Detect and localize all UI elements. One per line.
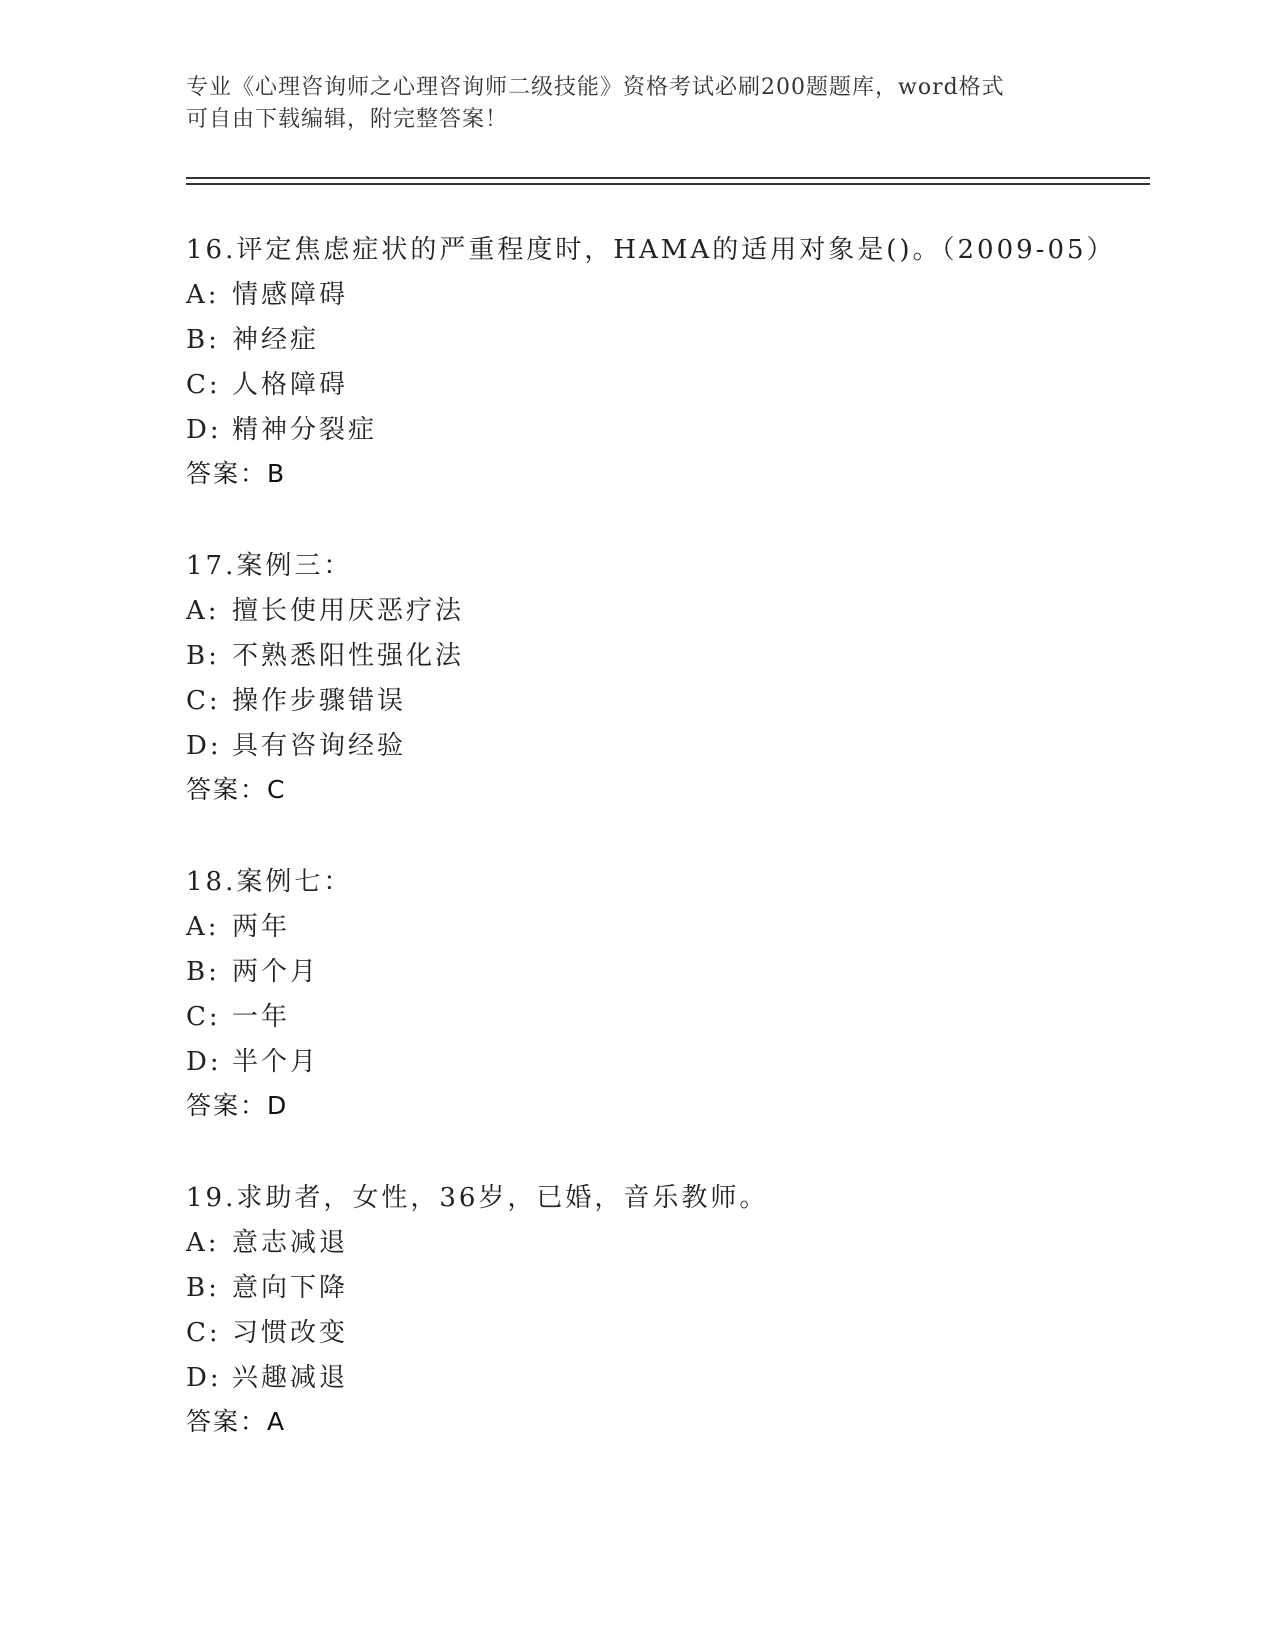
option-text: 习惯改变: [232, 1318, 349, 1348]
question-stem: 17.案例三：: [186, 551, 353, 581]
document-header: [186, 72, 1066, 136]
question-stem: 18.案例七：: [186, 867, 353, 897]
option-label: B:: [186, 1273, 220, 1303]
option-d: [186, 1358, 348, 1398]
question-stem: 19.求助者，女性，36岁，已婚，音乐教师。: [186, 1183, 769, 1213]
option-label: B:: [186, 325, 220, 355]
option-text: 神经症: [232, 325, 320, 355]
option-label: D:: [186, 731, 222, 761]
option-label: C:: [186, 1002, 221, 1032]
option-text: 不熟悉阳性强化法: [232, 641, 465, 671]
option-d: [186, 726, 406, 766]
option-text: 擅长使用厌恶疗法: [232, 596, 465, 626]
header-line-2: 可自由下载编辑，附完整答案！: [186, 107, 509, 132]
option-text: 一年: [232, 1002, 291, 1032]
option-b: [186, 1268, 348, 1308]
option-label: D:: [186, 1047, 222, 1077]
option-text: 兴趣减退: [232, 1363, 349, 1393]
answer-text: 答案：B: [186, 459, 287, 488]
option-text: 意向下降: [232, 1273, 349, 1303]
option-label: D:: [186, 415, 222, 445]
answer-text: 答案：D: [186, 1091, 289, 1120]
option-label: A:: [186, 912, 220, 942]
option-d: [186, 1042, 319, 1082]
option-b: [186, 320, 319, 360]
option-label: B:: [186, 641, 220, 671]
option-text: 两个月: [232, 957, 320, 987]
header-line-1: 专业《心理咨询师之心理咨询师二级技能》资格考试必刷200题题库，word格式: [186, 75, 1005, 100]
option-a: [186, 1223, 348, 1263]
option-text: 两年: [232, 912, 291, 942]
option-c: [186, 365, 348, 405]
option-a: [186, 591, 464, 631]
option-label: A:: [186, 596, 220, 626]
option-label: C:: [186, 686, 221, 716]
option-label: C:: [186, 370, 221, 400]
option-d: [186, 410, 377, 450]
option-text: 情感障碍: [232, 280, 349, 310]
answer-text: 答案：C: [186, 775, 287, 804]
option-label: C:: [186, 1318, 221, 1348]
option-text: 操作步骤错误: [232, 686, 407, 716]
option-b: [186, 952, 319, 992]
option-b: [186, 636, 464, 676]
option-text: 具有咨询经验: [232, 731, 407, 761]
question-stem: 16.评定焦虑症状的严重程度时，HAMA的适用对象是()。（2009-05）: [186, 235, 1116, 265]
option-label: A:: [186, 1228, 220, 1258]
option-a: [186, 275, 348, 315]
option-text: 精神分裂症: [232, 415, 378, 445]
option-text: 人格障碍: [232, 370, 349, 400]
option-text: 半个月: [232, 1047, 320, 1077]
option-text: 意志减退: [232, 1228, 349, 1258]
option-label: A:: [186, 280, 220, 310]
option-c: [186, 997, 290, 1037]
header-divider-bottom: [186, 183, 1150, 185]
option-c: [186, 1313, 348, 1353]
option-a: [186, 907, 290, 947]
answer-text: 答案：A: [186, 1407, 287, 1436]
option-c: [186, 681, 406, 721]
option-label: B:: [186, 957, 220, 987]
header-divider-top: [186, 177, 1150, 179]
option-label: D:: [186, 1363, 222, 1393]
